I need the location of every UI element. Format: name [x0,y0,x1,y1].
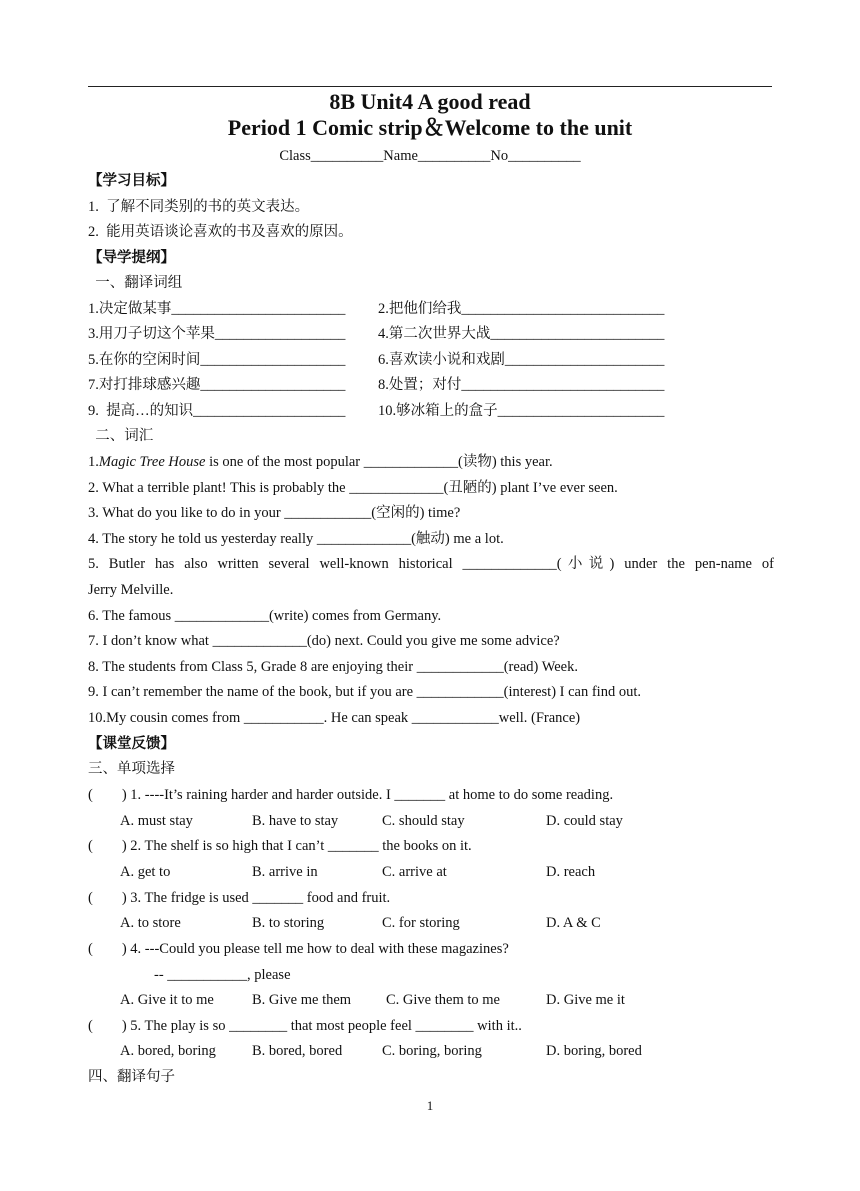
option-d: D. could stay [546,813,623,829]
phrase-item: 2.把他们给我____________________________ [378,301,665,317]
phrase-item: 1.决定做某事________________________ [88,301,346,317]
vocab-text: is one of the most popular _____________(读物) this year. [205,454,553,470]
option-b: B. bored, bored [252,1043,343,1059]
phrase-item: 4.第二次世界大战________________________ [378,326,665,342]
phrase-item: 3.用刀子切这个苹果__________________ [88,326,346,342]
vocab-item: 6. The famous _____________(write) comes from Germany. [88,608,442,624]
part4-title: 四、翻译句子 [88,1069,175,1085]
objective-item: 1. 了解不同类别的书的英文表达。 [88,199,310,215]
option-a: A. Give it to me [120,992,214,1008]
option-a: A. bored, boring [120,1043,216,1059]
objectives-heading: 【学习目标】 [88,173,175,189]
question-stem: ( ) 1. ----It’s raining harder and harder outside. I _______ at home to do some reading. [88,787,614,803]
question-stem: ( ) 2. The shelf is so high that I can’t _______ the books on it. [88,838,472,854]
vocab-item: 3. What do you like to do in your ____________(空闲的) time? [88,505,461,521]
page-number: 1 [426,1098,434,1113]
option-a: A. to store [120,915,181,931]
vocab-item: 5. Butler has also written several well-known historical _____________(小说) under the pen-name of [88,556,774,572]
option-c: C. Give them to me [386,992,500,1008]
book-title: Magic Tree House [98,454,206,470]
objective-item: 2. 能用英语谈论喜欢的书及喜欢的原因。 [88,224,353,240]
phrase-item: 10.够冰箱上的盒子_______________________ [378,403,665,419]
phrase-item: 6.喜欢读小说和戏剧______________________ [378,352,665,368]
vocab-item [88,452,553,472]
question-stem: ( ) 5. The play is so ________ that most people feel ________ with it.. [88,1018,522,1034]
vocab-item: 8. The students from Class 5, Grade 8 are enjoying their ____________(read) Week. [88,659,578,675]
vocab-number: 1. [88,454,99,470]
option-a: A. get to [120,864,171,880]
option-b: B. Give me them [252,992,352,1008]
option-a: A. must stay [120,813,193,829]
guide-heading: 【导学提纲】 [88,250,175,266]
option-b: B. arrive in [252,864,318,880]
part1-title: 一、翻译词组 [88,275,183,291]
option-c: C. for storing [382,915,460,931]
option-c: C. boring, boring [382,1043,482,1059]
option-d: D. reach [546,864,596,880]
unit-title: 8B Unit4 A good read [329,89,531,114]
question-stem: ( ) 3. The fridge is used _______ food and fruit. [88,890,391,906]
phrase-item: 8.处置；对付____________________________ [378,377,665,393]
top-rule [88,86,772,87]
vocab-item: 4. The story he told us yesterday really _____________(触动) me a lot. [88,531,504,547]
option-d: D. Give me it [546,992,625,1008]
option-b: B. have to stay [252,813,339,829]
phrase-item: 9. 提高…的知识_____________________ [88,403,346,419]
option-c: C. arrive at [382,864,447,880]
vocab-item: 7. I don’t know what _____________(do) next. Could you give me some advice? [88,633,560,649]
option-b: B. to storing [252,915,325,931]
option-d: D. A & C [546,915,601,931]
part3-title: 三、单项选择 [88,761,175,777]
option-d: D. boring, bored [546,1043,642,1059]
vocab-item: 10.My cousin comes from ___________. He can speak ____________well. (France) [88,710,581,726]
question-dialogue: -- ___________, please [154,967,291,983]
feedback-heading: 【课堂反馈】 [88,736,175,752]
phrase-item: 7.对打排球感兴趣____________________ [88,377,346,393]
part2-title: 二、词汇 [88,428,154,444]
question-stem: ( ) 4. ---Could you please tell me how to deal with these magazines? [88,941,509,957]
period-title: Period 1 Comic strip＆Welcome to the unit [227,115,633,140]
student-info-line: Class__________Name__________No__________ [279,148,581,164]
option-c: C. should stay [382,813,465,829]
vocab-item: 9. I can’t remember the name of the book, but if you are ____________(interest) I can find out. [88,684,641,700]
vocab-item: 2. What a terrible plant! This is probably the _____________(丑陋的) plant I’ve ever seen. [88,480,618,496]
vocab-item-continued: Jerry Melville. [88,582,174,598]
phrase-item: 5.在你的空闲时间____________________ [88,352,346,368]
